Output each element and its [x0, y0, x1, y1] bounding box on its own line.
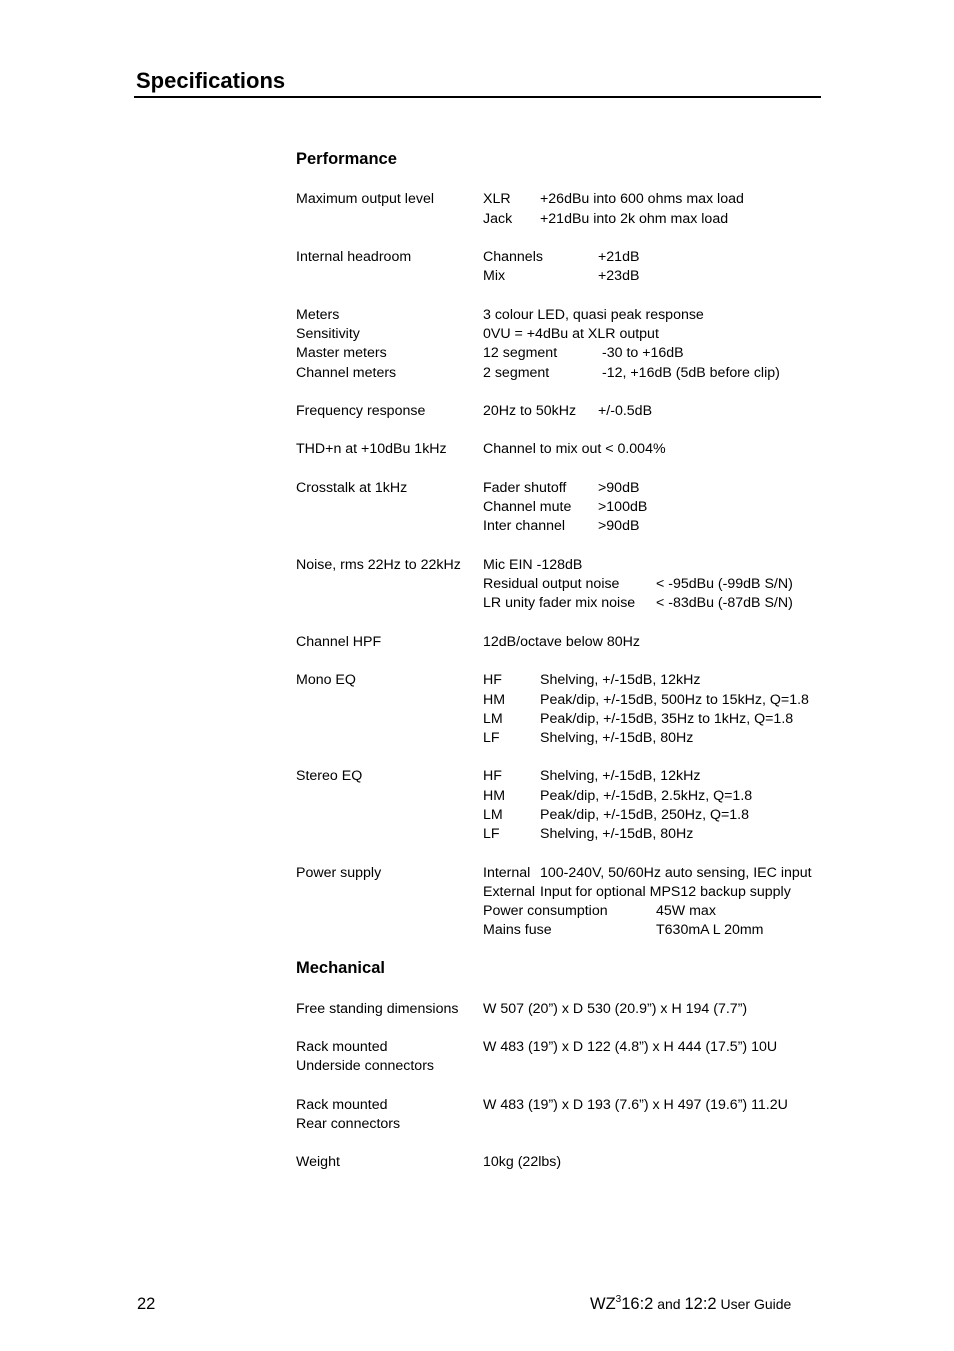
spec-key: LF [483, 826, 500, 842]
spec-value: >90dB [598, 480, 640, 496]
guide-superscript: 3 [615, 1294, 622, 1305]
spec-label: Channel meters [296, 365, 397, 381]
spec-value: -30 to +16dB [602, 345, 684, 361]
spec-value: Channel to mix out < 0.004% [483, 441, 666, 457]
spec-key: XLR [483, 191, 511, 207]
spec-key: 12 segment [483, 345, 558, 361]
spec-key: LR unity fader mix noise [483, 595, 636, 611]
spec-label: Frequency response [296, 403, 426, 419]
page-title: Specifications [136, 68, 286, 93]
spec-label: Sensitivity [296, 326, 360, 342]
spec-value: Shelving, +/-15dB, 80Hz [540, 826, 694, 842]
spec-key: HF [483, 768, 502, 784]
spec-value: Shelving, +/-15dB, 12kHz [540, 672, 701, 688]
page-number: 22 [137, 1295, 156, 1313]
spec-value: W 507 (20”) x D 530 (20.9”) x H 194 (7.7”) [483, 1001, 748, 1017]
spec-value: +21dB [598, 249, 640, 265]
guide-model-1: 16:2 [621, 1295, 654, 1313]
spec-key: 2 segment [483, 365, 550, 381]
spec-value: 45W max [656, 903, 716, 919]
spec-label: Weight [296, 1154, 340, 1170]
spec-label: THD+n at +10dBu 1kHz [296, 441, 447, 457]
spec-key: Channel mute [483, 499, 572, 515]
spec-key: HM [483, 692, 506, 708]
spec-value: Shelving, +/-15dB, 12kHz [540, 768, 701, 784]
spec-key: Internal [483, 865, 531, 881]
spec-label: Power supply [296, 865, 382, 881]
spec-key: Mix [483, 268, 506, 284]
section-heading-performance: Performance [296, 150, 397, 168]
spec-value: W 483 (19”) x D 122 (4.8”) x H 444 (17.5”) 10U [483, 1039, 778, 1055]
spec-label: Stereo EQ [296, 768, 363, 784]
spec-key: Fader shutoff [483, 480, 567, 496]
spec-key: Jack [483, 211, 513, 227]
section-heading-mechanical: Mechanical [296, 959, 385, 977]
guide-title [590, 1294, 791, 1314]
spec-value: < -95dBu (-99dB S/N) [656, 576, 793, 592]
spec-label: Rear connectors [296, 1116, 401, 1132]
spec-key: HF [483, 672, 502, 688]
spec-value: 100-240V, 50/60Hz auto sensing, IEC input [540, 865, 812, 881]
guide-model-2: 12:2 [684, 1295, 717, 1313]
spec-value: < -83dBu (-87dB S/N) [656, 595, 793, 611]
spec-value: 3 colour LED, quasi peak response [483, 307, 704, 323]
spec-value: T630mA L 20mm [656, 922, 764, 938]
spec-value: +23dB [598, 268, 640, 284]
spec-key: HM [483, 788, 506, 804]
spec-key: Power consumption [483, 903, 608, 919]
title-rule [134, 96, 821, 98]
spec-label: Meters [296, 307, 340, 323]
spec-label: Crosstalk at 1kHz [296, 480, 408, 496]
spec-value: 10kg (22lbs) [483, 1154, 562, 1170]
spec-label: Maximum output level [296, 191, 434, 207]
spec-key: Residual output noise [483, 576, 620, 592]
spec-value: Input for optional MPS12 backup supply [540, 884, 791, 900]
spec-label: Internal headroom [296, 249, 412, 265]
spec-value: Peak/dip, +/-15dB, 250Hz, Q=1.8 [540, 807, 750, 823]
spec-label: Rack mounted [296, 1097, 388, 1113]
spec-label: Noise, rms 22Hz to 22kHz [296, 557, 461, 573]
spec-label: Channel HPF [296, 634, 382, 650]
spec-key: LF [483, 730, 500, 746]
spec-key: LM [483, 711, 503, 727]
spec-value: >100dB [598, 499, 648, 515]
spec-value: 0VU = +4dBu at XLR output [483, 326, 659, 342]
spec-key: Inter channel [483, 518, 566, 534]
guide-suffix: User Guide [716, 1296, 792, 1312]
spec-value: -12, +16dB (5dB before clip) [602, 365, 780, 381]
spec-value: +21dBu into 2k ohm max load [540, 211, 729, 227]
spec-key: Mains fuse [483, 922, 552, 938]
spec-key: Channels [483, 249, 543, 265]
spec-key: External [483, 884, 536, 900]
spec-value: W 483 (19”) x D 193 (7.6”) x H 497 (19.6”) 11.2U [483, 1097, 788, 1113]
spec-value: Mic EIN -128dB [483, 557, 583, 573]
spec-value: Peak/dip, +/-15dB, 2.5kHz, Q=1.8 [540, 788, 753, 804]
spec-value: Peak/dip, +/-15dB, 35Hz to 1kHz, Q=1.8 [540, 711, 794, 727]
spec-value: 12dB/octave below 80Hz [483, 634, 640, 650]
spec-value: +26dBu into 600 ohms max load [540, 191, 744, 207]
spec-key: 20Hz to 50kHz [483, 403, 577, 419]
spec-value: Peak/dip, +/-15dB, 500Hz to 15kHz, Q=1.8 [540, 692, 809, 708]
guide-and: and [653, 1296, 685, 1312]
spec-label: Rack mounted [296, 1039, 388, 1055]
spec-label: Free standing dimensions [296, 1001, 459, 1017]
spec-label: Underside connectors [296, 1058, 435, 1074]
spec-key: LM [483, 807, 503, 823]
spec-label: Mono EQ [296, 672, 356, 688]
spec-value: Shelving, +/-15dB, 80Hz [540, 730, 694, 746]
guide-prefix: WZ [590, 1295, 616, 1313]
spec-value: +/-0.5dB [598, 403, 653, 419]
spec-label: Master meters [296, 345, 387, 361]
spec-value: >90dB [598, 518, 640, 534]
